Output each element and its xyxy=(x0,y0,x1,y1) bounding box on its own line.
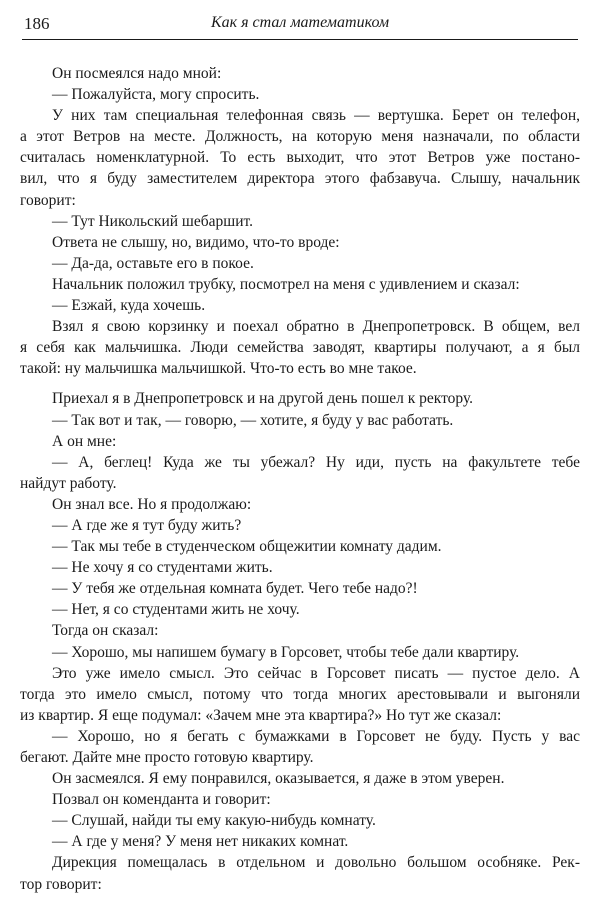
text-line: вил, что я буду заместителем директора этого фабзавуча. Слышу, начальник xyxy=(20,170,580,188)
paragraph xyxy=(20,726,580,768)
text-line: — У тебя же отдельная комната будет. Чего тебе надо?! xyxy=(52,580,418,598)
header-rule xyxy=(22,39,578,40)
paragraph xyxy=(52,578,580,599)
text-line: говорит: xyxy=(20,191,76,209)
text-line: Начальник положил трубку, посмотрел на меня с удивлением и сказал: xyxy=(52,275,520,293)
text-line: Позвал он коменданта и говорит: xyxy=(52,791,271,809)
text-line: Дирекция помещалась в отдельном и довольно большом особняке. Рек- xyxy=(52,854,580,872)
text-line: — Тут Никольский шебаршит. xyxy=(52,212,253,230)
paragraph xyxy=(52,620,580,641)
paragraph xyxy=(52,274,580,295)
paragraph xyxy=(52,768,580,789)
text-line: А он мне: xyxy=(52,432,117,450)
running-title: Как я стал математиком xyxy=(210,14,390,31)
paragraph xyxy=(52,253,580,274)
text-line: — Не хочу я со студентами жить. xyxy=(52,559,273,577)
paragraph-gap xyxy=(52,379,580,388)
paragraph xyxy=(52,810,580,831)
paragraph xyxy=(20,663,580,726)
text-line: — Нет, я со студентами жить не хочу. xyxy=(52,601,300,619)
text-line: — Так вот и так, — говорю, — хотите, я буду у вас работать. xyxy=(52,411,454,429)
text-line: Он засмеялся. Я ему понравился, оказывается, я даже в этом уверен. xyxy=(52,770,505,788)
paragraph xyxy=(20,852,580,894)
paragraph xyxy=(20,452,580,494)
text-line: а этот Ветров на месте. Должность, на которую меня назначали, по области xyxy=(20,128,580,146)
paragraph xyxy=(52,494,580,515)
text-line: найдут работу. xyxy=(20,474,117,492)
paragraph xyxy=(52,789,580,810)
text-line: — Пожалуйста, могу спросить. xyxy=(52,86,260,104)
text-line: — Да-да, оставьте его в покое. xyxy=(52,254,254,272)
text-line: — А, беглец! Куда же ты убежал? Ну иди, пусть на факультете тебе xyxy=(52,453,580,471)
paragraph xyxy=(52,84,580,105)
text-line: Он посмеялся надо мной: xyxy=(52,65,222,82)
text-line: — Так мы тебе в студенческом общежитии комнату дадим. xyxy=(52,538,442,556)
paragraph xyxy=(52,642,580,663)
text-line: У них там специальная телефонная связь — вертушка. Берет он телефон, xyxy=(52,107,580,125)
text-line: Ответа не слышу, но, видимо, что-то вроде: xyxy=(52,233,340,251)
text-line: — А где у меня? У меня нет никаких комнат. xyxy=(52,833,349,851)
paragraph xyxy=(52,557,580,578)
text-line: я себя как мальчишка. Люди семейства заводят, квартиры получают, а я был xyxy=(20,339,580,357)
text-line: — Слушай, найди ты ему какую-нибудь комнату. xyxy=(52,812,376,830)
text-line: Приехал я в Днепропетровск и на другой день пошел к ректору. xyxy=(52,390,474,408)
text-line: Тогда он сказал: xyxy=(52,622,159,640)
paragraph xyxy=(52,831,580,852)
paragraph xyxy=(52,536,580,557)
paragraph xyxy=(52,295,580,316)
paragraph xyxy=(52,388,580,409)
text-line: — А где же я тут буду жить? xyxy=(52,516,242,534)
paragraph xyxy=(52,63,580,84)
text-line: — Хорошо, но я бегать с бумажками в Горсовет не буду. Пусть у вас xyxy=(52,727,580,745)
text-line: — Езжай, куда хочешь. xyxy=(52,297,206,315)
page-header xyxy=(22,12,578,40)
paragraph xyxy=(52,232,580,253)
paragraph xyxy=(52,410,580,431)
text-line: такой: ну мальчишка мальчишкой. Что-то есть во мне такое. xyxy=(20,360,417,378)
page-number: 186 xyxy=(24,14,50,33)
paragraph xyxy=(52,211,580,232)
paragraph xyxy=(20,316,580,379)
text-line: Он знал все. Но я продолжаю: xyxy=(52,495,252,513)
text-line: Это уже имело смысл. Это сейчас в Горсовет писать — пустое дело. А xyxy=(52,664,580,682)
text-line: тор говорит: xyxy=(20,875,102,893)
text-line: Взял я свою корзинку и поехал обратно в Днепропетровск. В общем, вел xyxy=(52,318,580,336)
text-line: из квартир. Я еще подумал: «Зачем мне эта квартира?» Но тут же сказал: xyxy=(20,706,502,724)
text-line: тогда это имело смысл, потому что тогда многих арестовывали и выгоняли xyxy=(20,685,580,703)
text-line: — Хорошо, мы напишем бумагу в Горсовет, чтобы тебе дали квартиру. xyxy=(52,643,520,661)
paragraph xyxy=(52,599,580,620)
body-text xyxy=(20,63,580,895)
text-line: считалась номенклатурной. То есть выходит, что этот Ветров уже постано- xyxy=(20,149,580,167)
paragraph xyxy=(20,105,580,210)
paragraph xyxy=(52,515,580,536)
text-line: бегают. Дайте мне просто готовую квартиру. xyxy=(20,749,314,766)
paragraph xyxy=(52,431,580,452)
